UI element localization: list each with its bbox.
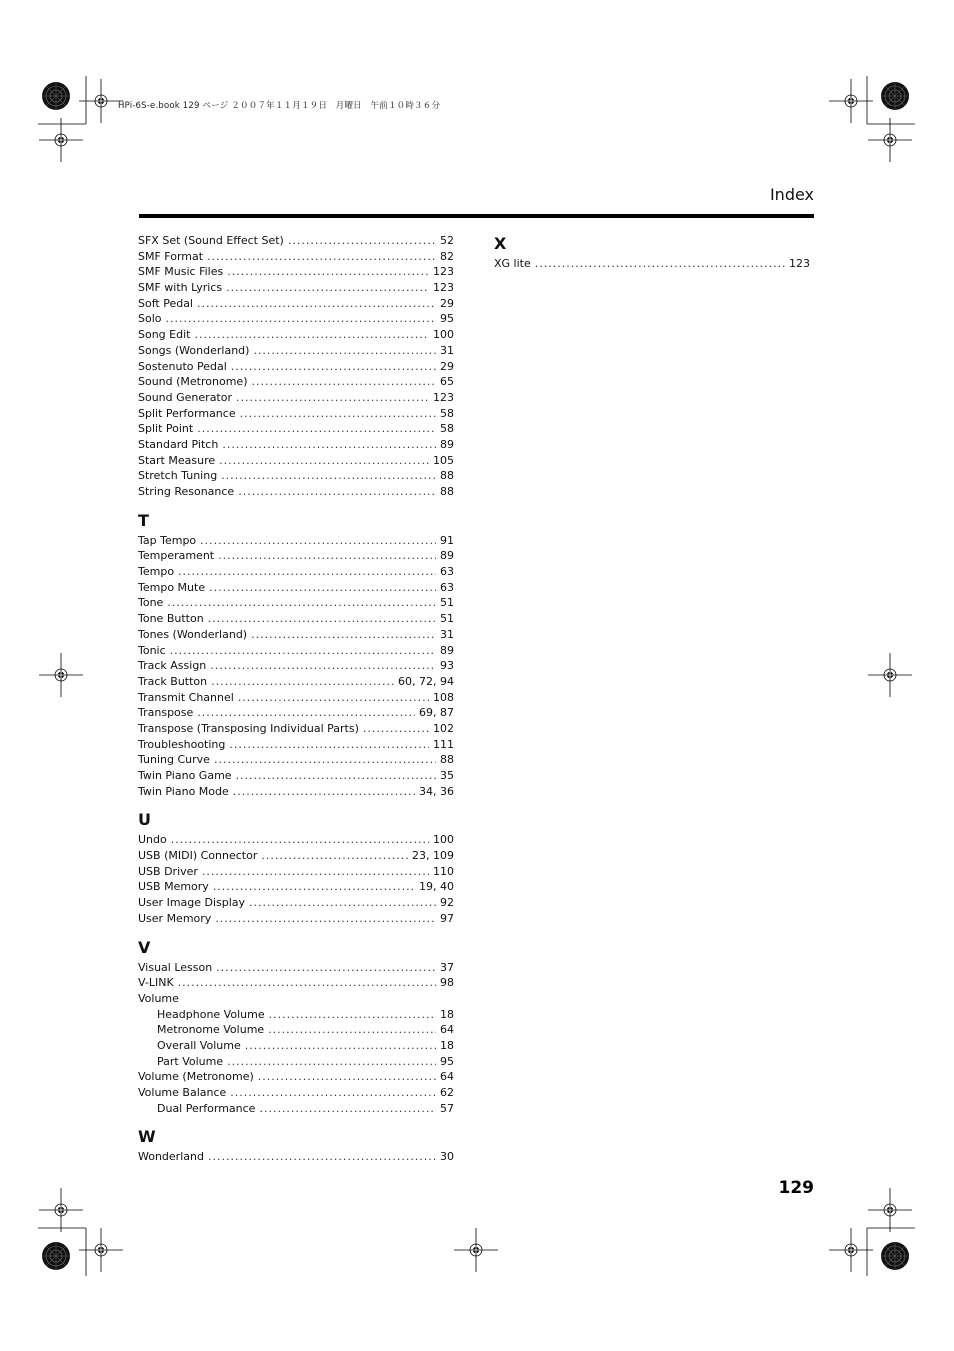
index-entry [138, 311, 454, 327]
index-entry [138, 453, 454, 469]
index-entry-page: 111 [433, 737, 454, 751]
index-entry [138, 611, 454, 627]
index-entry [138, 280, 454, 296]
index-letter-w: W [138, 1127, 156, 1147]
index-entry-page: 31 [440, 627, 454, 641]
index-entry-page: 29 [440, 359, 454, 373]
index-entry-term: Temperament [138, 549, 215, 563]
index-entry [138, 421, 454, 437]
index-entry-page: 88 [440, 469, 454, 483]
index-entry-term: User Memory [138, 911, 212, 925]
dot-leader [202, 864, 429, 880]
dot-leader [194, 327, 429, 343]
index-entry-page: 63 [440, 565, 454, 579]
dot-leader [209, 580, 436, 596]
index-entry-term: Track Assign [138, 659, 207, 673]
index-entry-term: Sostenuto Pedal [138, 359, 227, 373]
dot-leader [210, 658, 436, 674]
index-entry [138, 737, 454, 753]
index-entry [138, 374, 454, 390]
index-entry-term: Song Edit [138, 328, 191, 342]
index-entry-page: 64 [440, 1023, 454, 1037]
index-entry-term: Split Performance [138, 406, 236, 420]
index-entry [138, 437, 454, 453]
index-entry-term: Stretch Tuning [138, 469, 218, 483]
index-entry-term: Sound Generator [138, 390, 232, 404]
index-entry [138, 233, 454, 249]
index-entry-term: Twin Piano Game [138, 769, 232, 782]
dot-leader [251, 627, 436, 643]
index-column-left [138, 233, 454, 1165]
index-subentry [138, 1101, 454, 1117]
index-entry-term: Tap Tempo [138, 533, 197, 547]
index-entry-page: 51 [440, 612, 454, 626]
index-letter-t: T [138, 510, 149, 530]
index-entry [138, 705, 454, 721]
index-entry-page: 58 [440, 422, 454, 436]
index-entry-term: SMF Format [138, 249, 204, 263]
index-entry [138, 768, 454, 784]
index-entry-term: Headphone Volume [157, 1007, 265, 1021]
dot-leader [236, 768, 436, 784]
index-entry-term: Volume Balance [138, 1086, 227, 1099]
index-entry-term: String Resonance [138, 485, 235, 498]
index-entry-term: Tone Button [138, 612, 204, 626]
index-entry-page: 19, 40 [419, 880, 454, 894]
index-entry [138, 991, 454, 1007]
index-entry-term: Soft Pedal [138, 296, 193, 310]
index-entry-term: Split Point [138, 422, 194, 436]
index-entry-page: 102 [433, 721, 454, 735]
index-entry-page: 100 [433, 328, 454, 342]
dot-leader [269, 1007, 436, 1023]
dot-leader [216, 960, 436, 976]
index-entry-term: Tones (Wonderland) [138, 627, 248, 641]
index-entry-page: 31 [440, 343, 454, 357]
index-subentry [138, 1054, 454, 1070]
index-group-v [138, 960, 454, 1117]
dot-leader [213, 879, 415, 895]
index-entry-page: 88 [440, 753, 454, 767]
index-entry [138, 975, 454, 991]
index-entry-term: Tone [138, 596, 164, 610]
index-group-t [138, 533, 454, 800]
dot-leader [214, 752, 436, 768]
index-entry-page: 57 [440, 1101, 454, 1115]
dot-leader [230, 1085, 436, 1101]
index-entry-page: 58 [440, 406, 454, 420]
index-entry-term: Sound (Metronome) [138, 375, 248, 389]
index-entry [138, 911, 454, 927]
index-entry-page: 29 [440, 296, 454, 310]
index-subentry [138, 1022, 454, 1038]
index-entry-term: Transmit Channel [138, 690, 234, 704]
index-entry-page: 110 [433, 864, 454, 878]
index-entry [138, 580, 454, 596]
index-entry [138, 752, 454, 768]
index-entry-page: 92 [440, 896, 454, 910]
index-entry-term: Visual Lesson [138, 960, 213, 974]
index-entry-page: 93 [440, 659, 454, 673]
index-entry-page: 108 [433, 690, 454, 704]
index-entry [138, 1069, 454, 1085]
index-entry-page: 37 [440, 960, 454, 974]
dot-leader [226, 280, 429, 296]
index-entry-term: Part Volume [157, 1054, 224, 1068]
index-entry-page: 34, 36 [419, 784, 454, 798]
dot-leader [215, 911, 436, 927]
index-entry [138, 643, 454, 659]
index-entry-page: 62 [440, 1086, 454, 1099]
dot-leader [227, 264, 429, 280]
index-entry-term: Tuning Curve [138, 753, 210, 767]
index-entry-page: 123 [433, 390, 454, 404]
index-entry-page: 91 [440, 533, 454, 547]
index-entry-page: 51 [440, 596, 454, 610]
dot-leader [245, 1038, 436, 1054]
page-number: 129 [778, 1178, 814, 1198]
index-entry-term: Metronome Volume [157, 1023, 265, 1037]
dot-leader [197, 705, 415, 721]
index-entry-term: Dual Performance [157, 1101, 256, 1115]
dot-leader [166, 311, 437, 327]
index-entry-term: Volume [138, 991, 179, 1005]
index-entry [138, 595, 454, 611]
index-entry-page: 97 [440, 911, 454, 925]
index-entry-term: Tempo [138, 565, 175, 579]
index-entry-term: Transpose (Transposing Individual Parts) [138, 721, 359, 735]
dot-leader [251, 374, 436, 390]
index-entry-term: Transpose [138, 706, 194, 720]
dot-leader [233, 784, 415, 800]
index-entry [138, 343, 454, 359]
dot-leader [258, 1069, 436, 1085]
index-entry-page: 35 [440, 769, 454, 782]
index-entry-page: 105 [433, 453, 454, 467]
index-entry-term: Undo [138, 833, 167, 847]
index-entry [138, 721, 454, 737]
index-entry-term: V-LINK [138, 976, 174, 990]
dot-leader [218, 548, 436, 564]
index-entry-term: Solo [138, 312, 162, 326]
index-entry-page: 98 [440, 976, 454, 990]
index-entry-term: Start Measure [138, 453, 216, 467]
dot-leader [535, 256, 785, 272]
index-entry-page: 123 [433, 265, 454, 279]
dot-leader [178, 975, 436, 991]
dot-leader [167, 595, 436, 611]
index-entry [138, 627, 454, 643]
index-entry-page: 89 [440, 549, 454, 563]
index-entry-page: 64 [440, 1070, 454, 1084]
index-entry-page: 65 [440, 375, 454, 389]
dot-leader [170, 643, 436, 659]
index-entry [138, 784, 454, 800]
index-entry [138, 879, 454, 895]
index-group-x [494, 256, 810, 272]
dot-leader [221, 468, 436, 484]
dot-leader [259, 1101, 436, 1117]
index-entry-page: 123 [789, 257, 810, 270]
index-entry [138, 359, 454, 375]
index-entry-page: 23, 109 [412, 849, 454, 863]
index-entry [138, 658, 454, 674]
index-entry [138, 296, 454, 312]
dot-leader [197, 421, 436, 437]
index-entry-term: USB (MIDI) Connector [138, 849, 258, 863]
index-entry [138, 468, 454, 484]
index-entry-page: 100 [433, 833, 454, 847]
index-entry-term: Overall Volume [157, 1038, 241, 1052]
index-entry-page: 89 [440, 437, 454, 451]
index-entry-page: 123 [433, 281, 454, 295]
dot-leader [227, 1054, 436, 1070]
index-group-s [138, 233, 454, 500]
index-entry [138, 1149, 454, 1165]
index-entry-term: Songs (Wonderland) [138, 343, 250, 357]
index-entry [138, 548, 454, 564]
index-entry-term: User Image Display [138, 896, 246, 910]
dot-leader [236, 390, 429, 406]
printer-slug: HPi-6S-e.book 129 ページ ２００７年１１月１９日 月曜日 午前１０時３６分 [118, 101, 441, 111]
index-entry-term: Standard Pitch [138, 437, 219, 451]
index-entry [138, 390, 454, 406]
index-letter-x: X [494, 234, 507, 253]
dot-leader [238, 690, 429, 706]
index-entry [138, 564, 454, 580]
index-group-w [138, 1149, 454, 1165]
section-title: Index [769, 185, 814, 204]
index-entry-term: Tempo Mute [138, 580, 206, 594]
index-entry-term: Twin Piano Mode [138, 784, 229, 798]
dot-leader [231, 359, 436, 375]
dot-leader [222, 437, 436, 453]
dot-leader [261, 848, 408, 864]
dot-leader [229, 737, 429, 753]
dot-leader [171, 832, 429, 848]
index-entry-term: SMF with Lyrics [138, 281, 223, 295]
index-entry [138, 327, 454, 343]
index-entry [494, 256, 810, 272]
index-entry [138, 264, 454, 280]
index-entry [138, 674, 454, 690]
dot-leader [219, 453, 429, 469]
index-entry [138, 895, 454, 911]
index-column-right [494, 233, 810, 272]
index-entry-page: 69, 87 [419, 706, 454, 720]
dot-leader [253, 343, 436, 359]
dot-leader [207, 249, 436, 265]
index-entry-page: 63 [440, 580, 454, 594]
index-entry [138, 864, 454, 880]
index-entry [138, 249, 454, 265]
dot-leader [197, 296, 436, 312]
index-entry-page: 52 [440, 234, 454, 247]
index-entry-page: 18 [440, 1007, 454, 1021]
index-entry-term: USB Memory [138, 880, 209, 894]
dot-leader [178, 564, 436, 580]
index-entry-page: 60, 72, 94 [398, 674, 454, 688]
index-entry-term: USB Driver [138, 864, 198, 878]
index-group-u [138, 832, 454, 926]
index-entry [138, 690, 454, 706]
index-entry [138, 960, 454, 976]
dot-leader [208, 1149, 436, 1165]
index-entry-term: Volume (Metronome) [138, 1070, 254, 1084]
index-entry-page: 89 [440, 643, 454, 657]
index-entry-term: Wonderland [138, 1150, 204, 1164]
index-entry-page: 88 [440, 485, 454, 498]
dot-leader [211, 674, 394, 690]
index-letter-u: U [138, 810, 151, 830]
index-entry [138, 533, 454, 549]
dot-leader [288, 233, 436, 249]
index-entry [138, 484, 454, 500]
index-entry-page: 95 [440, 312, 454, 326]
index-subentry [138, 1038, 454, 1054]
index-entry [138, 406, 454, 422]
header-rule [139, 214, 814, 218]
index-entry-term: SMF Music Files [138, 265, 224, 279]
dot-leader [208, 611, 436, 627]
dot-leader [200, 533, 436, 549]
dot-leader [238, 484, 436, 500]
dot-leader [363, 721, 429, 737]
dot-leader [249, 895, 436, 911]
index-entry-term: XG lite [494, 257, 531, 270]
index-entry-page: 95 [440, 1054, 454, 1068]
index-entry-term: Tonic [138, 643, 166, 657]
index-entry-term: Track Button [138, 674, 208, 688]
dot-leader [268, 1022, 436, 1038]
index-entry-page: 18 [440, 1038, 454, 1052]
index-letter-v: V [138, 937, 151, 957]
index-entry [138, 1085, 454, 1101]
dot-leader [240, 406, 436, 422]
index-entry-term: Troubleshooting [138, 737, 226, 751]
index-entry-term: SFX Set (Sound Effect Set) [138, 234, 284, 247]
index-entry [138, 832, 454, 848]
index-subentry [138, 1007, 454, 1023]
index-entry-page: 82 [440, 249, 454, 263]
index-entry-page: 30 [440, 1150, 454, 1164]
index-entry [138, 848, 454, 864]
